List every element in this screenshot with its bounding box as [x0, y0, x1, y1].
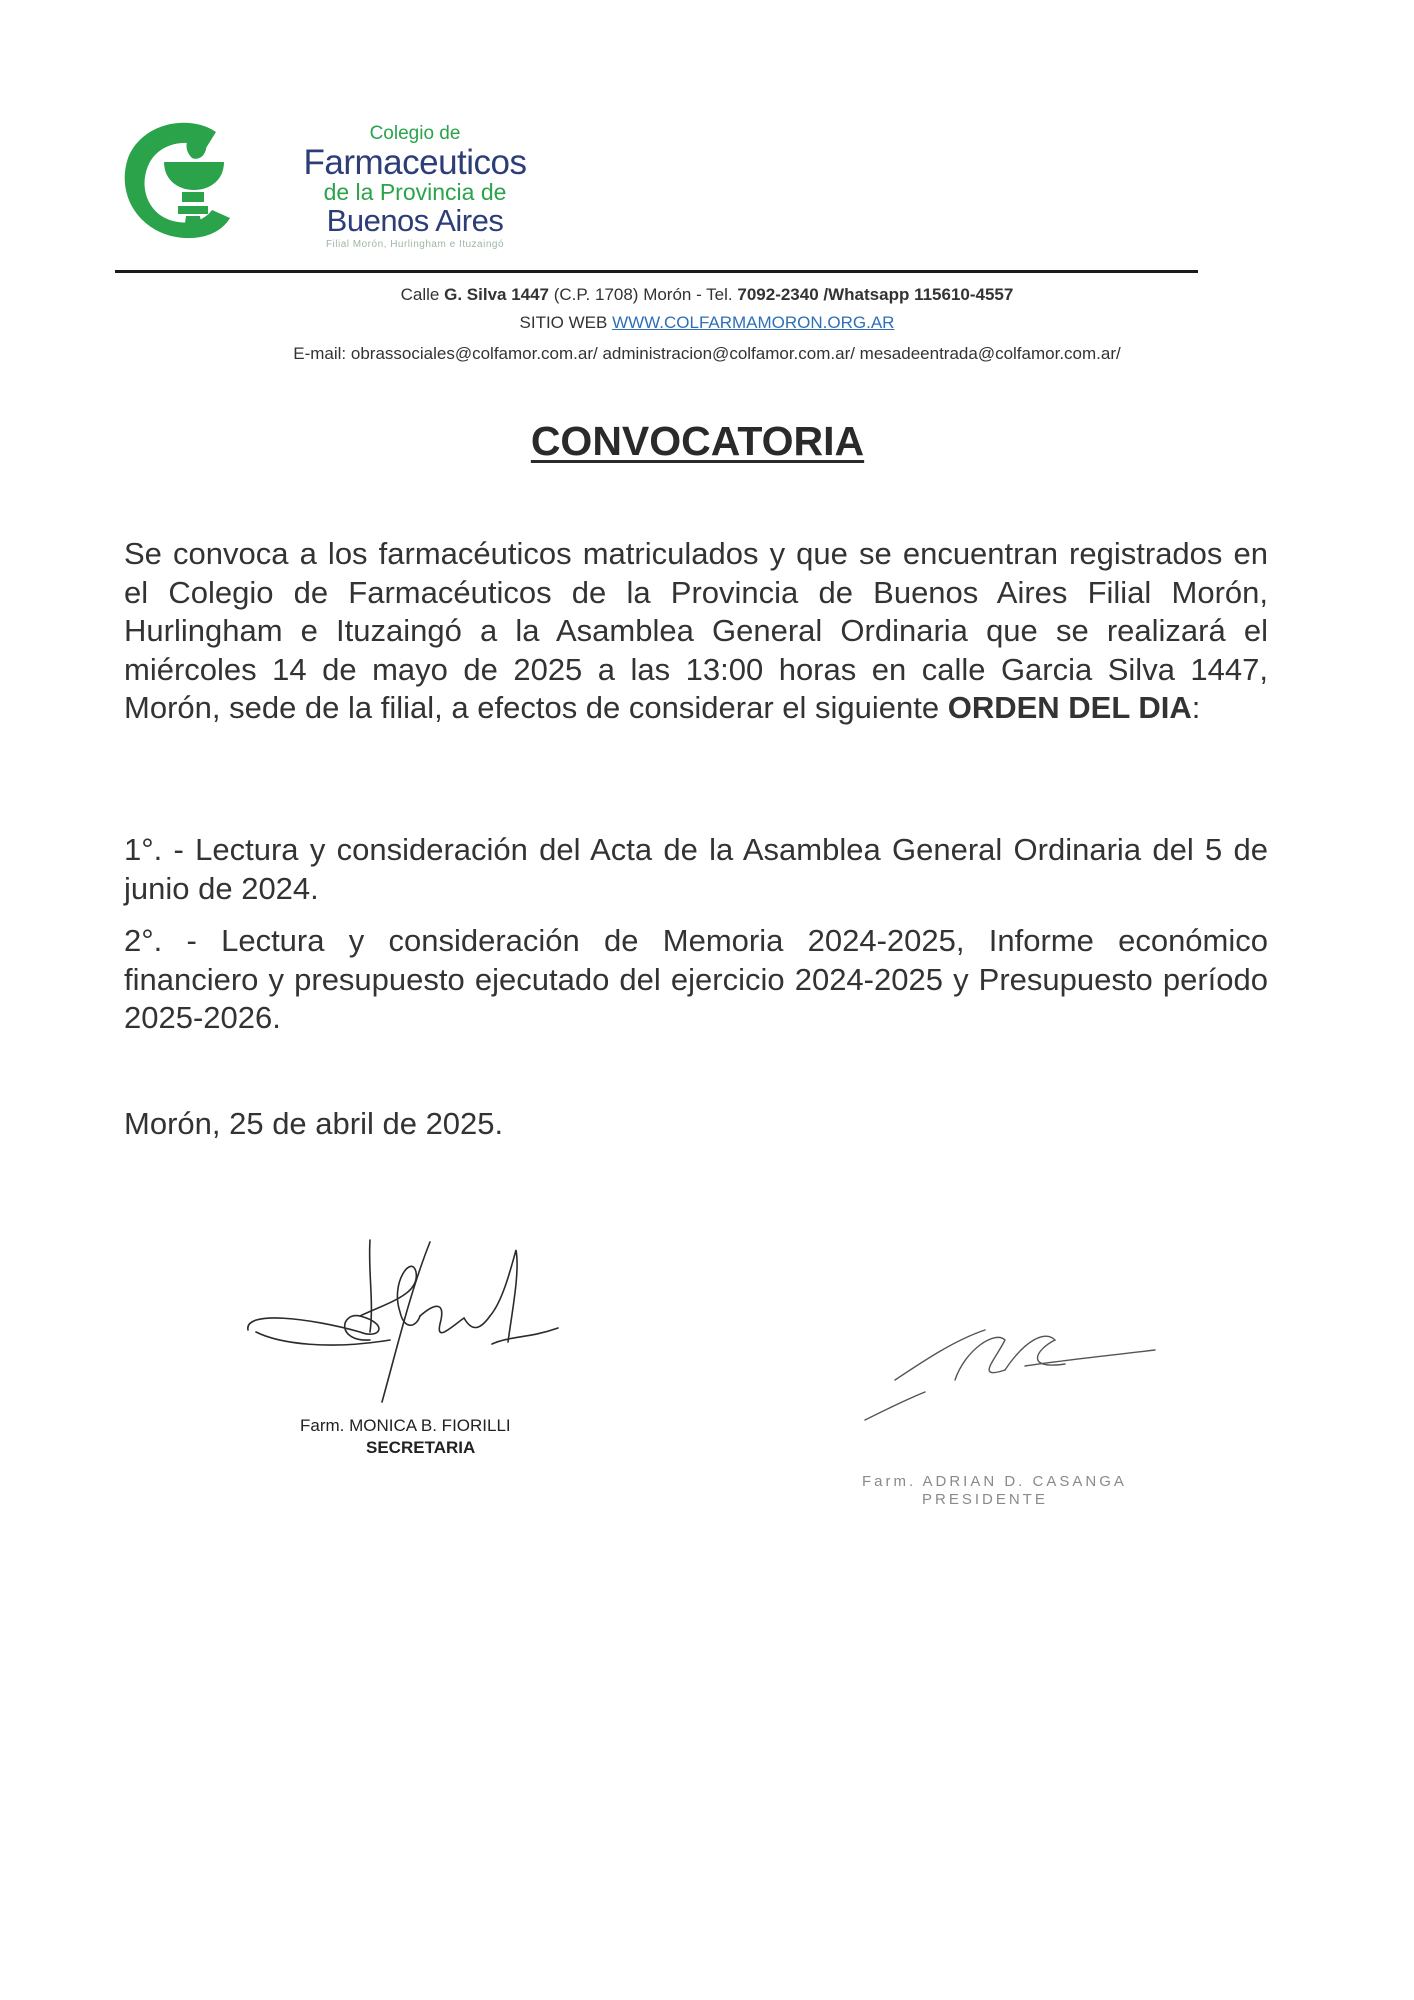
logo-line-provincia: de la Provincia de: [323, 179, 507, 205]
president-role: PRESIDENTE: [922, 1491, 1048, 1508]
intro-colon: :: [1191, 690, 1201, 725]
logo-line-filial: Filial Morón, Hurlingham e Ituzaingó: [325, 239, 505, 250]
document-title: CONVOCATORIA: [530, 418, 865, 464]
secretary-full-name: MONICA B. FIORILLI: [349, 1416, 511, 1435]
agenda-item: 1°. - Lectura y consideración del Acta de la Asamblea General Ordinaria del 5 de junio de 2024.: [124, 832, 1268, 906]
president-signature-icon: [855, 1300, 1165, 1430]
secretary-signature-icon: [240, 1232, 580, 1422]
logo-line-colegio: Colegio de: [369, 123, 461, 144]
secretary-name: [300, 1416, 511, 1436]
secretary-prefix: Farm.: [300, 1416, 350, 1435]
website-link[interactable]: WWW.COLFARMAMORON.ORG.AR: [612, 313, 895, 332]
college-logo-wordmark: [280, 124, 550, 250]
place-and-date: Morón, 25 de abril de 2025.: [124, 1106, 504, 1141]
website-label: SITIO WEB: [519, 313, 613, 332]
logo-line-buenos-aires: Buenos Aires: [326, 203, 504, 238]
college-logo-icon: [120, 118, 260, 243]
president-name: Farm. ADRIAN D. CASANGA: [862, 1473, 1127, 1490]
contact-emails: E-mail: obrassociales@colfamor.com.ar/ administracion@colfamor.com.ar/ mesadeentrada@colfamor.com.ar/: [293, 344, 1121, 363]
agenda-item: 2°. - Lectura y consideración de Memoria 2024-2025, Informe económico financiero y presupuesto ejecutado del ejercicio 2024-2025 y Presupuesto período 2025-2026.: [124, 923, 1268, 1035]
header-divider: [115, 270, 1198, 273]
intro-paragraph: [124, 535, 1268, 728]
agenda-heading: ORDEN DEL DIA: [947, 690, 1192, 725]
logo-line-farmaceuticos: Farmaceuticos: [303, 143, 527, 182]
address-prefix: Calle: [400, 285, 445, 304]
contact-website: [0, 313, 1414, 333]
phone-numbers: 7092-2340 /Whatsapp 115610-4557: [737, 285, 1014, 304]
address-postal-phone-label: (C.P. 1708) Morón - Tel.: [549, 285, 738, 304]
secretary-role: SECRETARIA: [366, 1438, 476, 1457]
address-street: G. Silva 1447: [444, 285, 550, 304]
intro-text: Se convoca a los farmacéuticos matriculados y que se encuentran registrados en el Colegio de Farmacéuticos de la Provincia de Buenos Aires Filial Morón, Hurlingham e Ituzaingó a la Asamblea General Ordinaria que se realizará el miércoles 14 de mayo de 2025 a las 13:00 horas en calle Garcia Silva 1447, Morón, sede de la filial, a efectos de considerar el siguiente: [124, 536, 1268, 725]
contact-address-phone: [0, 285, 1414, 305]
